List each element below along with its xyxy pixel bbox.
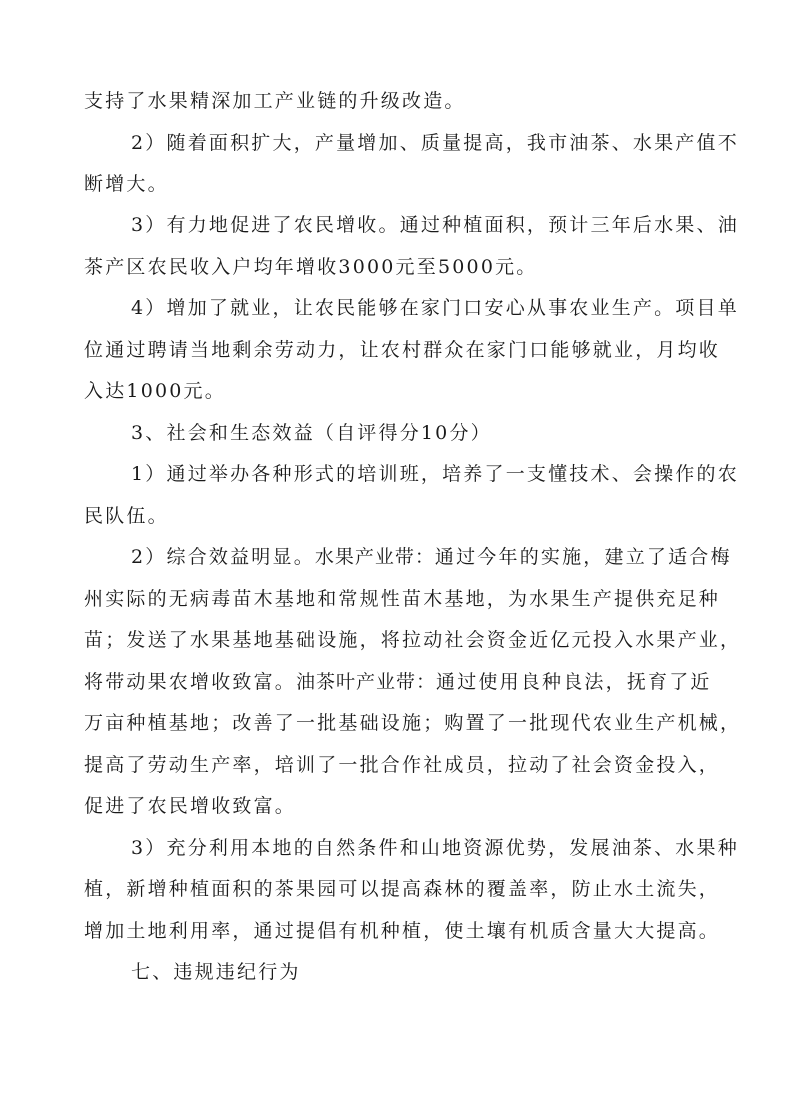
paragraph-line: 断增大。 [84,173,169,195]
paragraph-line: 2）随着面积扩大，产量增加、质量提高，我市油茶、水果产值不 [131,132,739,154]
paragraph-line: 3）充分利用本地的自然条件和山地资源优势，发展油茶、水果种 [131,837,739,859]
paragraph-line [84,670,724,694]
paragraph-text: 将带动果农增收致富。 [84,671,297,693]
section-heading: 七、违规违纪行为 [131,961,301,983]
paragraph-line [131,545,732,569]
paragraph-line: 植，新增种植面积的茶果园可以提高森林的覆盖率，防止水土流失， [84,878,721,900]
paragraph-line: 入达1000元。 [84,380,226,402]
paragraph-line: 州实际的无病毒苗木基地和常规性苗木基地，为水果生产提供充足种 [84,588,721,610]
paragraph-line: 1）通过举办各种形式的培训班，培养了一支懂技术、会操作的农 [131,463,739,485]
paragraph-line: 增加土地利用率，通过提倡有机种植，使土壤有机质含量大大提高。 [84,920,721,942]
paragraph-line: 3）有力地促进了农民增收。通过种植面积，预计三年后水果、油 [131,214,739,236]
paragraph-line: 促进了农民增收致富。 [84,795,297,817]
paragraph-line: 苗；发送了水果基地基础设施，将拉动社会资金近亿元投入水果产业， [84,629,742,651]
paragraph-line: 提高了劳动生产率，培训了一批合作社成员，拉动了社会资金投入， [84,754,721,776]
paragraph-line: 4）增加了就业，让农民能够在家门口安心从事农业生产。项目单 [131,297,739,319]
highlight-fruit-belt: 水果产业带： [314,546,435,568]
paragraph-line: 茶产区农民收入户均年增收3000元至5000元。 [84,256,538,278]
paragraph-text: 2）综合效益明显。 [131,546,315,568]
paragraph-text: 通过使用良种良法，抚育了近 [436,671,712,693]
section-heading: 3、社会和生态效益（自评得分10分） [131,422,492,444]
paragraph-text: 通过今年的实施，建立了适合梅 [434,546,732,568]
paragraph-line: 支持了水果精深加工产业链的升级改造。 [84,90,466,112]
paragraph-line: 位通过聘请当地剩余劳动力，让农村群众在家门口能够就业，月均收 [84,339,721,361]
highlight-oil-tea-belt: 油茶叶产业带： [296,671,437,693]
paragraph-line: 民队伍。 [84,505,169,527]
paragraph-line: 万亩种植基地；改善了一批基础设施；购置了一批现代农业生产机械， [84,712,742,734]
